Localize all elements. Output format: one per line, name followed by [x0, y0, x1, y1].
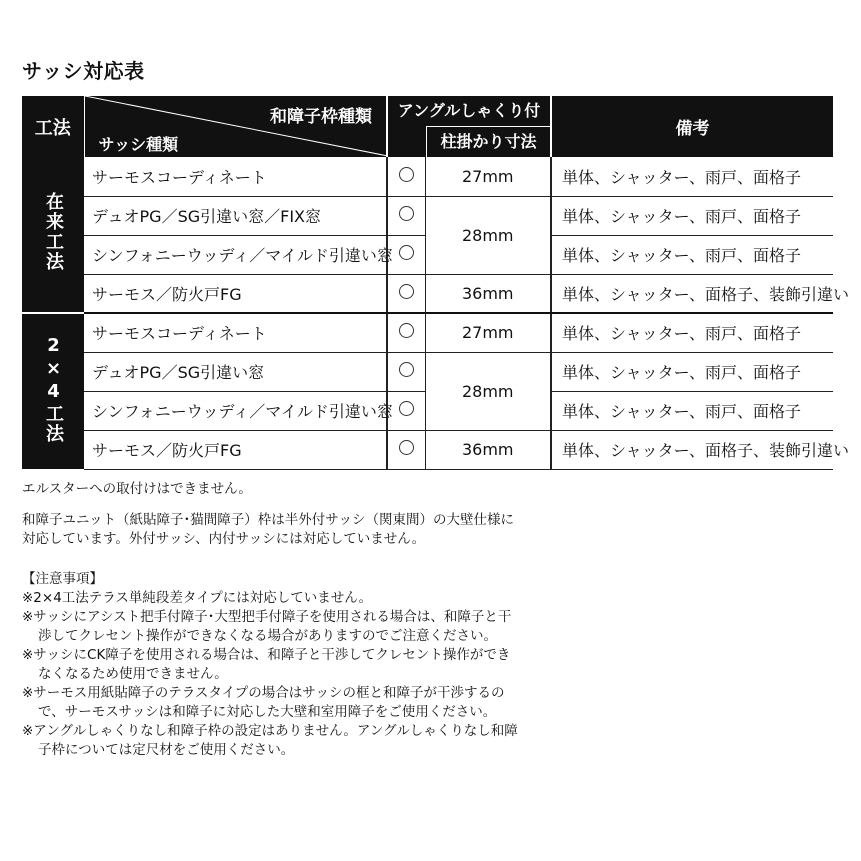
table-row-note: 単体、シャッター、雨戸、面格子: [551, 352, 833, 391]
page-title: サッシ対応表: [22, 59, 145, 83]
table-row-sash-name: サーモスコーディネート: [84, 313, 387, 352]
table-row-note: 単体、シャッター、雨戸、面格子: [551, 157, 833, 196]
caution-item: ※サーモス用紙貼障子のテラスタイプの場合はサッシの框と和障子が干渉するので、サーモスサッシは和障子に対応した大壁和室用障子をご使用ください。: [22, 685, 505, 720]
footnote-elster: エルスターへの取付けはできません。: [22, 481, 252, 497]
footnote-shoji-unit: 和障子ユニット（紙貼障子･猫間障子）枠は半外付サッシ（関東間）の大壁仕様に対応しています。外付サッシ、内付サッシには対応していません。: [22, 512, 514, 547]
header-method: 工法: [22, 96, 84, 157]
sash-compatibility-table: [22, 96, 850, 470]
header-angle: [387, 96, 551, 157]
pillar-dimension: 36mm: [425, 274, 551, 313]
compat-mark: [387, 430, 425, 469]
table-row-sash-name: サーモスコーディネート: [84, 157, 387, 196]
pillar-dimension: 36mm: [425, 430, 551, 469]
circle-icon: [399, 167, 414, 182]
table-row-sash-name: シンフォニーウッディ／マイルド引違い窓: [84, 391, 387, 430]
header-notes: 備考: [551, 96, 833, 157]
table-row-note: 単体、シャッター、雨戸、面格子: [551, 196, 833, 235]
table-row-sash-name: デュオPG／SG引違い窓: [84, 352, 387, 391]
table-row-sash-name: サーモス／防火戸FG: [84, 430, 387, 469]
header-angle-label: アングルしゃくり付: [397, 101, 541, 120]
table-row-note: 単体、シャッター、面格子、装飾引違い: [551, 274, 833, 313]
compat-mark: [387, 274, 425, 313]
circle-icon: [399, 323, 414, 338]
circle-icon: [399, 401, 414, 416]
table-row-sash-name: サーモス／防火戸FG: [84, 274, 387, 313]
caution-title: 【注意事項】: [22, 571, 103, 587]
circle-icon: [399, 284, 414, 299]
circle-icon: [399, 206, 414, 221]
pillar-dimension: 27mm: [425, 313, 551, 352]
pillar-dimension: 28mm: [425, 352, 551, 430]
header-sash-type: サッシ種類: [98, 135, 179, 154]
caution-item: ※サッシにCK障子を使用される場合は、和障子と干渉してクレセント操作ができなくなるため使用できません。: [22, 647, 511, 682]
table-row-sash-name: デュオPG／SG引違い窓／FIX窓: [84, 196, 387, 235]
caution-item: ※2×4工法テラス単純段差タイプには対応していません。: [22, 590, 373, 606]
compat-mark: [387, 352, 425, 391]
header-diagonal-cell: [84, 96, 387, 157]
circle-icon: [399, 245, 414, 260]
table-row-note: 単体、シャッター、雨戸、面格子: [551, 235, 833, 274]
compat-mark: [387, 313, 425, 352]
table-row-note: 単体、シャッター、面格子、装飾引違い: [551, 430, 833, 469]
pillar-dimension: 27mm: [425, 157, 551, 196]
circle-icon: [399, 362, 414, 377]
table-row-note: 単体、シャッター、雨戸、面格子: [551, 313, 833, 352]
header-shoji-frame: 和障子枠種類: [270, 107, 372, 127]
header-pillar-label: 柱掛かり寸法: [426, 126, 550, 157]
pillar-dimension: 28mm: [425, 196, 551, 274]
group-label-2x4: 2×4工法: [22, 313, 84, 469]
caution-item: ※サッシにアシスト把手付障子･大型把手付障子を使用される場合は、和障子と干渉してクレセント操作ができなくなる場合がありますのでご注意ください。: [22, 609, 512, 644]
group-label-conventional: 在来工法: [22, 157, 84, 313]
caution-item: ※アングルしゃくりなし和障子枠の設定はありません。アングルしゃくりなし和障子枠については定尺材をご使用ください。: [22, 723, 518, 758]
compat-mark: [387, 157, 425, 196]
compat-mark: [387, 196, 425, 235]
table-row-note: 単体、シャッター、雨戸、面格子: [551, 391, 833, 430]
caution-section: [22, 570, 522, 760]
table-row-sash-name: シンフォニーウッディ／マイルド引違い窓: [84, 235, 387, 274]
circle-icon: [399, 440, 414, 455]
